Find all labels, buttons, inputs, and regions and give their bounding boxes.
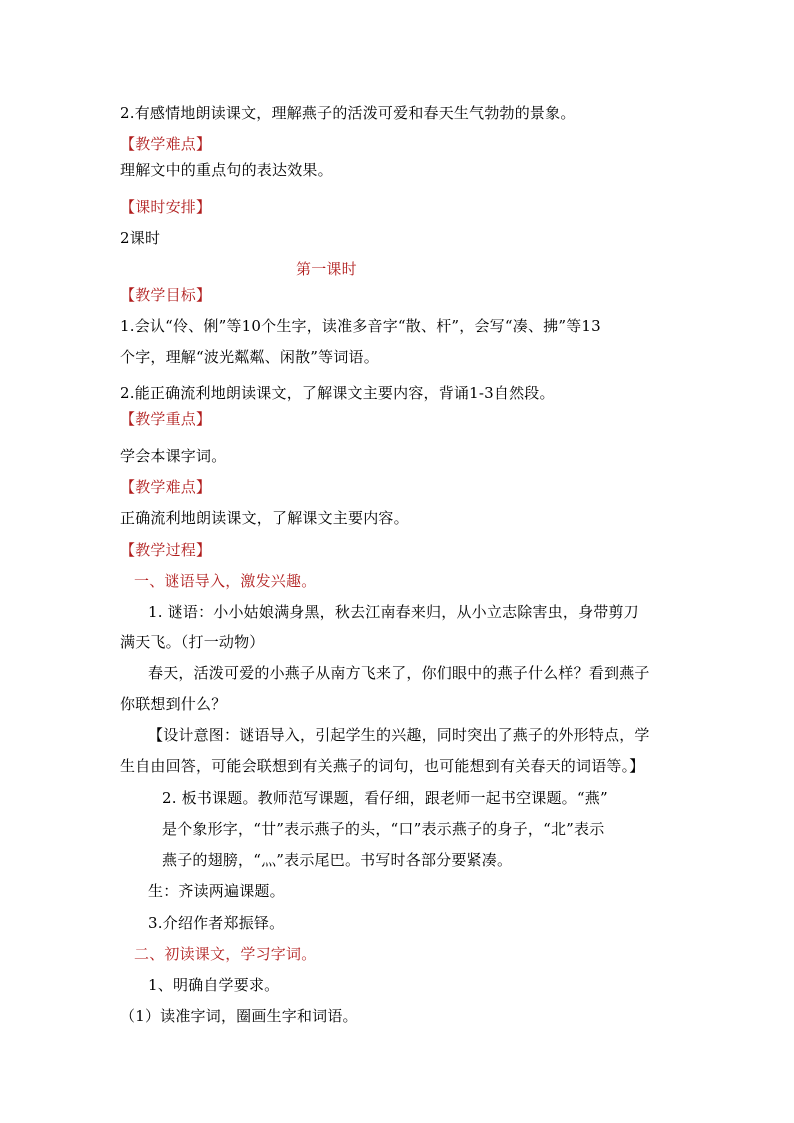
heading-difficulty: 【教学难点】	[120, 135, 212, 153]
difficulty-text: 理解文中的重点句的表达效果。	[120, 161, 333, 179]
requirement-1: （1）读准字词，圈画生字和词语。	[120, 1007, 358, 1025]
objective-2-text: 2.有感情地朗读课文，理解燕子的活泼可爱和春天生气勃勃的景象。	[120, 104, 576, 122]
heading-schedule: 【课时安排】	[120, 198, 212, 216]
heading-difficulty-2: 【教学难点】	[120, 478, 212, 496]
design-intent-line1: 【设计意图：谜语导入，引起学生的兴趣，同时突出了燕子的外形特点，学	[148, 726, 650, 744]
spring-line2: 你联想到什么？	[120, 695, 227, 713]
spring-line1: 春天，活泼可爱的小燕子从南方飞来了，你们眼中的燕子什么样？看到燕子	[148, 664, 650, 682]
author-intro: 3.介绍作者郑振铎。	[148, 914, 285, 932]
design-intent-line2: 生自由回答，可能会联想到有关燕子的词句，也可能想到有关春天的词语等。】	[120, 757, 645, 775]
heading-key-points: 【教学重点】	[120, 410, 212, 428]
heading-process: 【教学过程】	[120, 541, 212, 559]
lesson-title: 第一课时	[296, 260, 357, 278]
objective-1-line2: 个字，理解“波光粼粼、闲散”等词语。	[120, 348, 379, 366]
student-reading: 生：齐读两遍课题。	[148, 882, 285, 900]
board-title-line3: 燕子的翅膀，“灬”表示尾巴。书写时各部分要紧凑。	[162, 851, 513, 869]
objective-1-line1: 1.会认“伶、俐”等10个生字，读准多音字“散、杆”，会写“凑、拂”等13	[120, 317, 601, 335]
heading-objectives: 【教学目标】	[120, 286, 212, 304]
riddle-line2: 满天飞。（打一动物）	[120, 633, 265, 651]
riddle-line1: 1. 谜语：小小姑娘满身黑，秋去江南春来归，从小立志除害虫，身带剪刀	[148, 603, 639, 621]
self-study-requirement: 1、明确自学要求。	[148, 976, 280, 994]
schedule-text: 2课时	[120, 229, 161, 247]
section-1-title: 一、谜语导入，激发兴趣。	[134, 572, 317, 590]
board-title-line2: 是个象形字，“廿”表示燕子的头，“口”表示燕子的身子，“北”表示	[162, 820, 605, 838]
board-title-line1: 2. 板书课题。教师范写课题，看仔细，跟老师一起书空课题。“燕”	[162, 789, 608, 807]
objective-2b-text: 2.能正确流利地朗读课文，了解课文主要内容，背诵1-3自然段。	[120, 384, 555, 402]
difficulty-2-text: 正确流利地朗读课文，了解课文主要内容。	[120, 509, 409, 527]
key-points-text: 学会本课字词。	[120, 447, 227, 465]
section-2-title: 二、初读课文，学习字词。	[134, 945, 317, 963]
